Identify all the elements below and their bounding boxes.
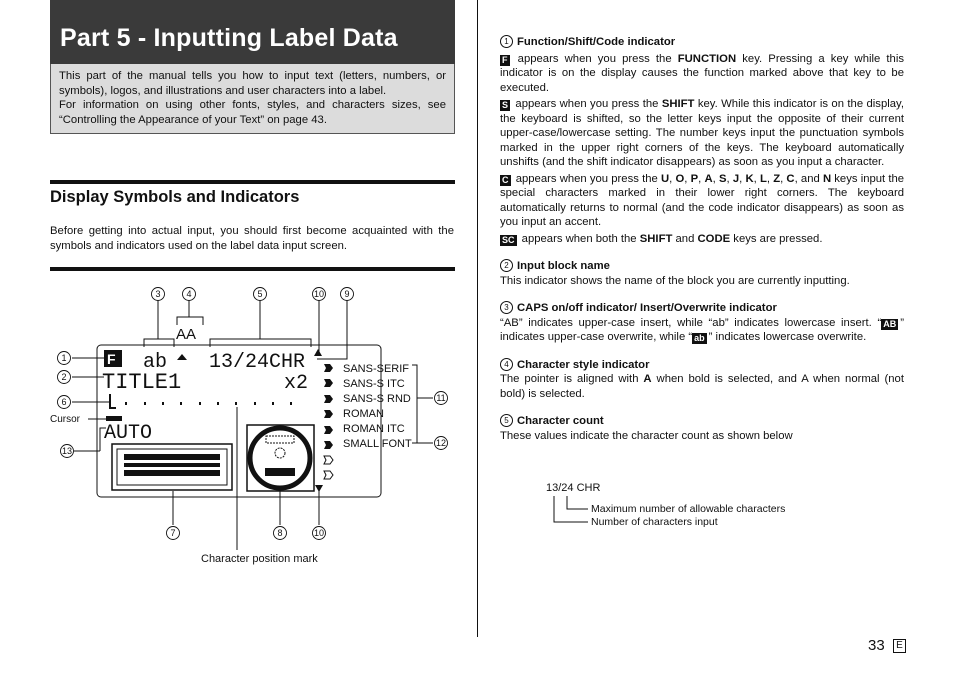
style-pointer-icon [177, 354, 187, 360]
item-heading: Character style indicator [517, 358, 650, 371]
caps-indicator: ab [143, 351, 168, 374]
callout-1: 1 [61, 353, 67, 363]
cursor-label: Cursor [50, 414, 81, 425]
lcd-diagram [40, 280, 470, 570]
section-body: Before getting into actual input, you should first become acquainted with the symbols and indicators used on the label data input screen. [50, 225, 454, 252]
callout-10: 10 [313, 289, 325, 299]
svg-text:F: F [107, 351, 116, 367]
item-body: These values indicate the character count as shown below [500, 429, 793, 442]
font-name: SMALL FONT [343, 438, 412, 450]
chars-input-label: Number of characters input [591, 516, 718, 528]
item-number: 2 [500, 259, 513, 272]
item-heading: Function/Shift/Code indicator [517, 36, 676, 48]
column-divider [477, 0, 478, 637]
callout-6: 6 [61, 397, 67, 407]
item-body: “AB” indicates upper-case insert, while “ab” indicates lowercase insert. “ AB ” indicates upper-case overwrite, while “ ab ” indicates lowercase overwrite. [500, 316, 904, 343]
intro-text [59, 69, 446, 127]
item-number: 4 [500, 358, 513, 371]
callout-9: 9 [344, 289, 350, 299]
char-count-example: 13/24 CHR [546, 482, 601, 494]
auto-display: AUTO [104, 422, 153, 445]
callout-10b: 10 [313, 528, 325, 538]
uppercase-overwrite-icon: AB [883, 318, 897, 329]
item-heading: CAPS on/off indicator/ Insert/Overwrite indicator [517, 302, 777, 314]
item-body: The pointer is aligned with A when bold is selected, and A when normal (not bold) is selected. [500, 373, 904, 400]
language-badge: E [893, 639, 906, 653]
shift-symbol-icon: S [502, 100, 509, 110]
page-title: Part 5 - Inputting Label Data [60, 24, 398, 52]
item-heading: Character count [517, 415, 604, 427]
scroll-up-icon [314, 349, 322, 356]
size-display: x2 [284, 372, 309, 395]
character-position-marks [125, 402, 292, 405]
lowercase-overwrite-icon: ab [694, 333, 705, 343]
font-name: ROMAN ITC [343, 423, 405, 435]
cursor-icon [106, 416, 122, 421]
section-title: Display Symbols and Indicators [50, 188, 300, 206]
font-name: ROMAN [343, 408, 384, 420]
char-count-display: 13/24CHR [209, 351, 306, 374]
callout-5: 5 [257, 289, 263, 299]
max-chars-label: Maximum number of allowable characters [591, 503, 786, 515]
callout-3: 3 [155, 289, 161, 299]
code-symbol-icon: C [502, 174, 509, 185]
font-name: SANS-SERIF [343, 363, 410, 375]
intro-paragraph-1: This part of the manual tells you how to input text (letters, numbers, or symbols), logos, and illustrations and user characters into a label. [59, 70, 446, 97]
font-name: SANS-S ITC [343, 378, 405, 390]
callout-2: 2 [61, 372, 67, 382]
block-name-display: TITLE1 [102, 370, 182, 395]
section-rule-bottom [50, 267, 455, 271]
callout-12: 12 [435, 438, 447, 448]
item-body: This indicator shows the name of the block you are currently inputting. [500, 274, 850, 287]
section-rule-top [50, 180, 455, 184]
callout-4: 4 [186, 289, 192, 299]
callout-13: 13 [61, 446, 73, 456]
char-count-brackets [550, 495, 590, 525]
right-column: 1 Function/Shift/Code indicator F appears when you press the FUNCTION key. Pressing a key while this indicator is on the display causes the function marked above that key to be executed. S appears when you press the SHIFT key. While this indicator is on the display, the keyboard is shifted, so the letter keys input the opposite of their current upper-case/lowercase setting. The number keys input the punctuation symbols marked in the upper right corners of the keys. The keyboard automatically unshifts (and the shift indicator disappears) as soon as you input a character. C appears when you press the U, O, P, A, S, J, K, L, Z, C, and N keys input the special characters marked in their lower right corners. The keyboard automatically returns to normal (and the code indicator disappears) as soon as you input an accent. SC appears when both the SHIFT and CODE keys are pressed. 2 Input block name This indicator shows the name of the block you are currently inputting. 3 CAPS on/off indicator/ Insert/Overwrite indicator “AB” indicates upper-case insert, while “ab” indicates lowercase insert. “ AB ” indicates upper-case overwrite, while “ ab ” indicates lowercase overwrite. 4 Character style indicator The pointer is aligned with A when bold is selected, and A when normal (not bold) is selected. 5 Character count These values indicate the character count as shown below [500, 36, 905, 442]
callout-8: 8 [277, 528, 283, 538]
item-number: 3 [500, 301, 513, 314]
callout-11: 11 [436, 393, 446, 403]
scroll-down-icon [315, 485, 323, 492]
item-heading: Input block name [517, 260, 610, 272]
item-number: 1 [500, 35, 513, 48]
char-position-label: Character position mark [201, 553, 318, 565]
function-symbol-icon: F [502, 54, 508, 65]
callout-7: 7 [170, 528, 176, 538]
font-name: SANS-S RND [343, 393, 411, 405]
item-number: 5 [500, 414, 513, 427]
font-arrow-icons [324, 364, 333, 479]
page-number: 33 [868, 637, 885, 654]
style-indicator: AA [176, 326, 197, 343]
shift-code-symbol-icon: SC [502, 234, 515, 245]
intro-paragraph-2: For information on using other fonts, styles, and characters sizes, see “Controlling the Appearance of your Text” on page 43. [59, 99, 446, 126]
